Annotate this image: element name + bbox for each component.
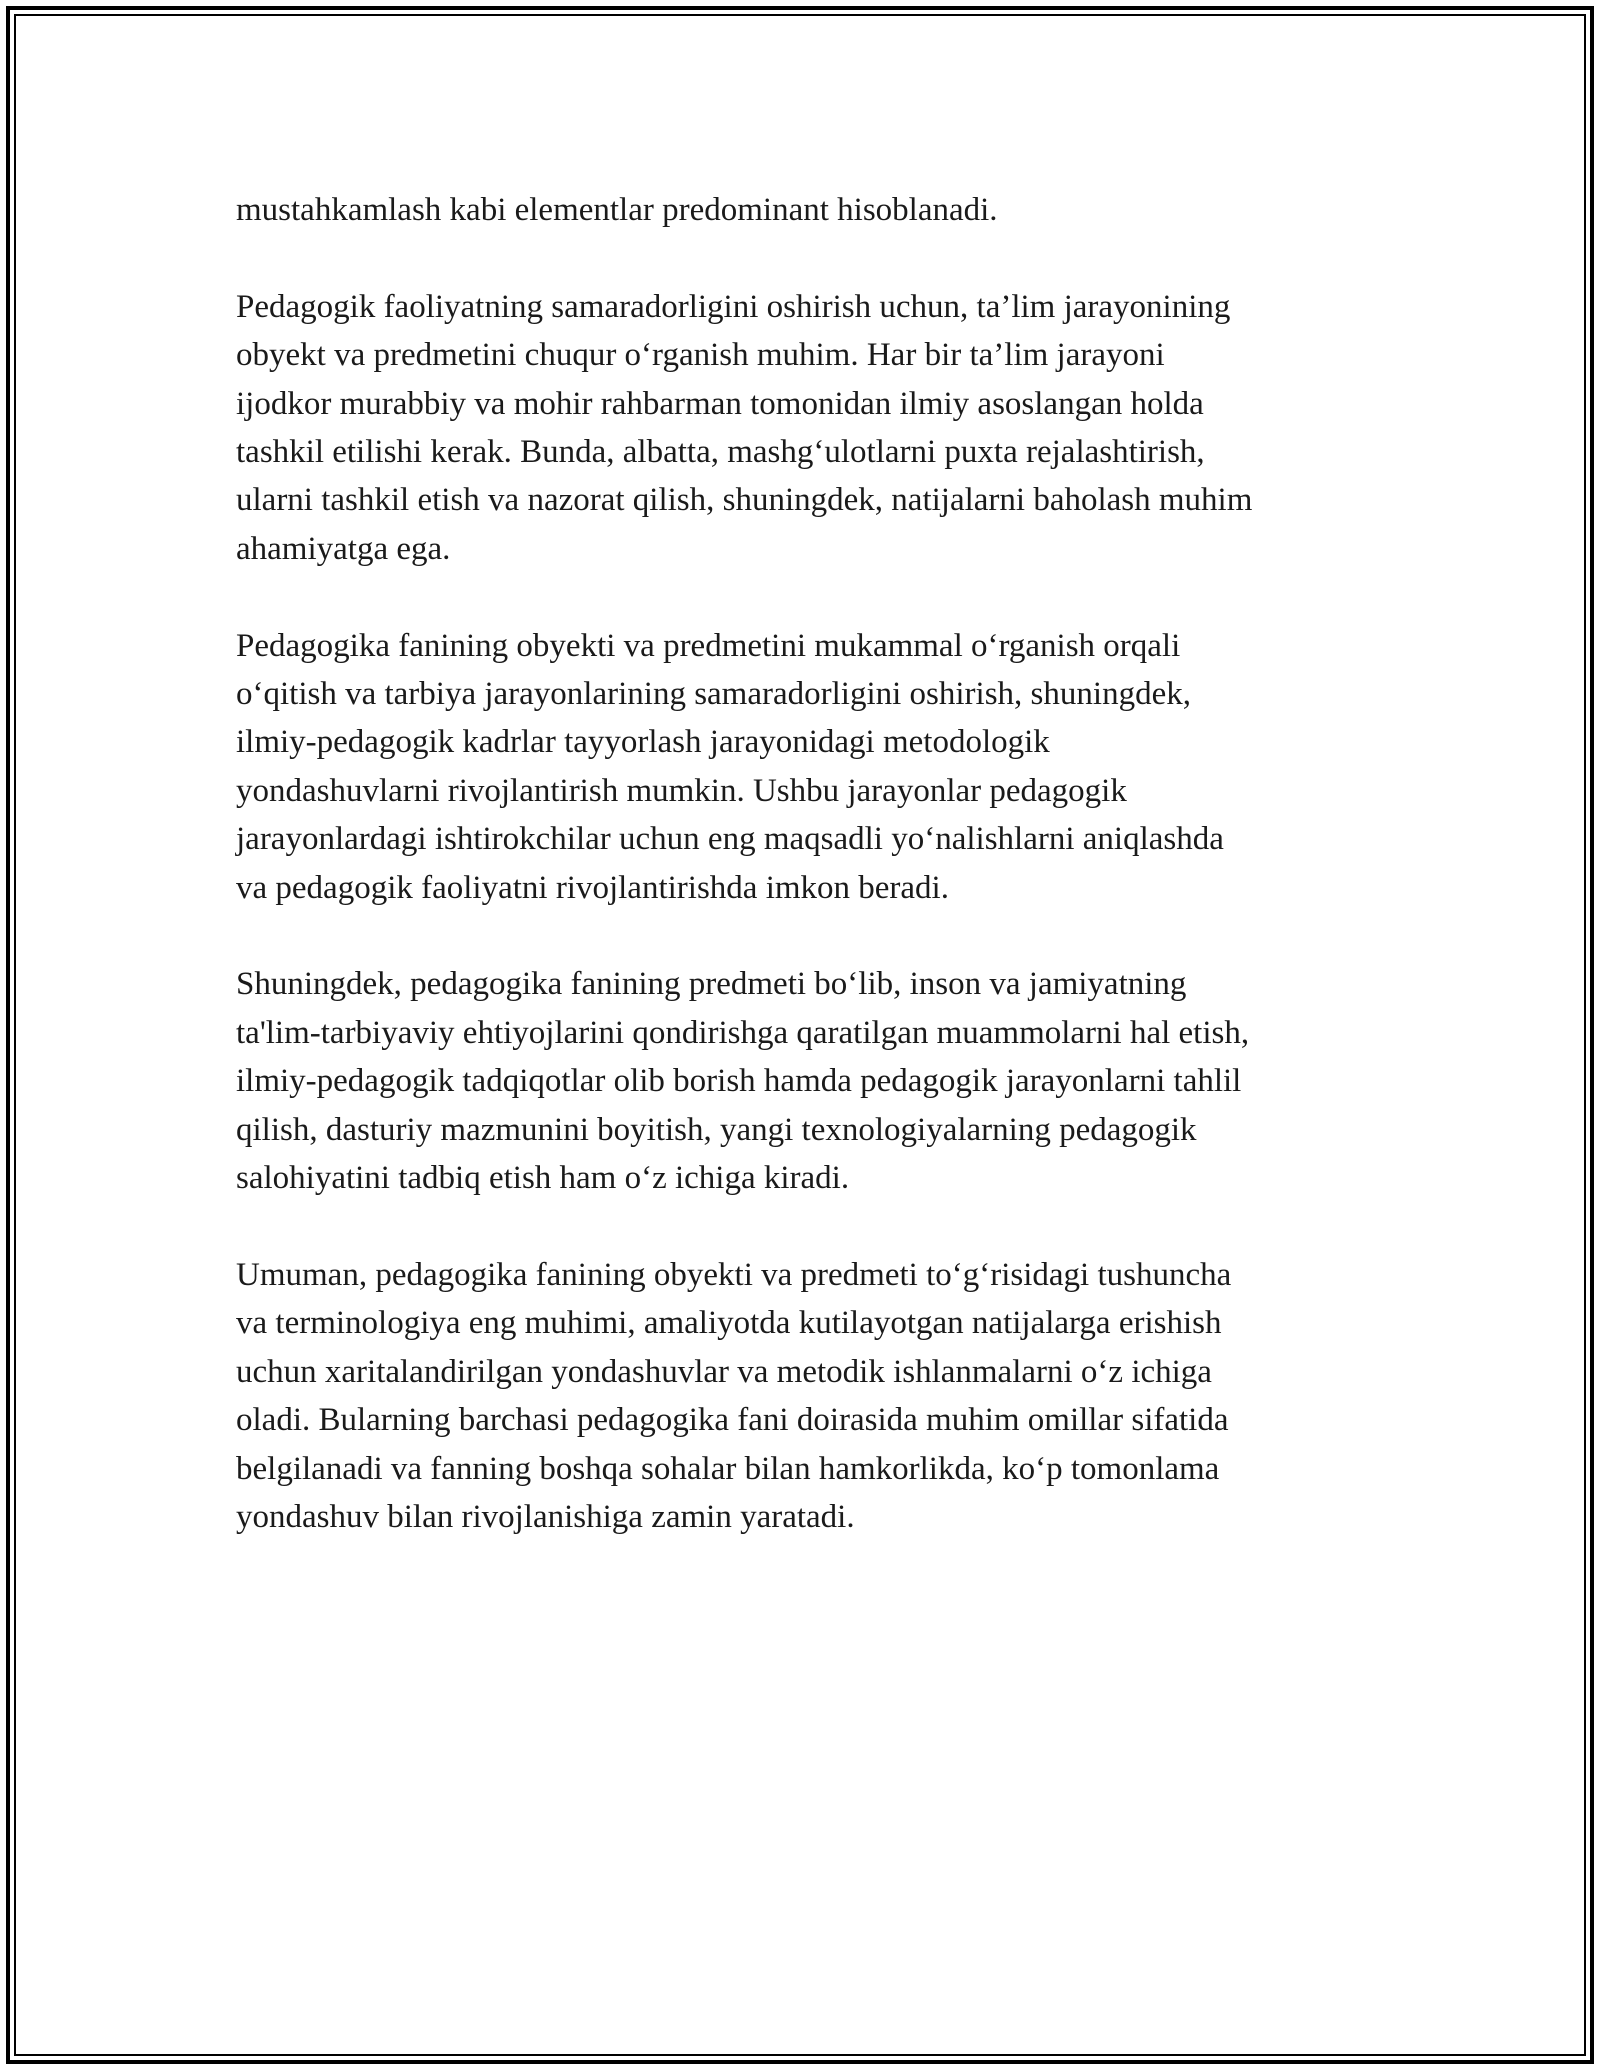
text-line: o‘qitish va tarbiya jarayonlarining samaradorligini oshirish, shuningdek, [236,676,1191,713]
text-line: ta'lim-tarbiyaviy ehtiyojlarini qondirishga qaratilgan muammolarni hal etish, [236,1014,1250,1051]
text-line: belgilanadi va fanning boshqa sohalar bilan hamkorlikda, ko‘p tomonlama [236,1450,1220,1487]
document-body [236,186,1376,1590]
text-line: Pedagogik faoliyatning samaradorligini oshirish uchun, ta’lim jarayonining [236,288,1231,325]
text-line: ijodkor murabbiy va mohir rahbarman tomonidan ilmiy asoslangan holda [236,385,1204,422]
text-line: yondashuvlarni rivojlantirish mumkin. Ushbu jarayonlar pedagogik [236,772,1127,809]
text-line: va terminologiya eng muhimi, amaliyotda kutilayotgan natijalarga erishish [236,1305,1222,1342]
text-line: ilmiy-pedagogik kadrlar tayyorlash jarayonidagi metodologik [236,724,1050,761]
text-line: Umuman, pedagogika fanining obyekti va predmeti to‘g‘risidagi tushuncha [236,1256,1232,1293]
text-line: salohiyatini tadbiq etish ham o‘z ichiga kiradi. [236,1160,850,1197]
text-line: oladi. Bularning barchasi pedagogika fani doirasida muhim omillar sifatida [236,1402,1229,1439]
paragraph-3 [236,622,1376,912]
text-line: obyekt va predmetini chuqur o‘rganish muhim. Har bir ta’lim jarayoni [236,337,1165,374]
text-line: Shuningdek, pedagogika fanining predmeti bo‘lib, inson va jamiyatning [236,966,1187,1003]
text-line: ahamiyatga ega. [236,530,451,567]
text-line: uchun xaritalandirilgan yondashuvlar va metodik ishlanmalarni o‘z ichiga [236,1353,1212,1390]
text-line: yondashuv bilan rivojlanishiga zamin yaratadi. [236,1498,855,1535]
text-line: qilish, dasturiy mazmunini boyitish, yangi texnologiyalarning pedagogik [236,1111,1197,1148]
text-line: tashkil etilishi kerak. Bunda, albatta, mashg‘ulotlarni puxta rejalashtirish, [236,434,1205,471]
text-line: ilmiy-pedagogik tadqiqotlar olib borish hamda pedagogik jarayonlarni tahlil [236,1063,1242,1100]
paragraph-1 [236,186,1376,234]
text-line: Pedagogika fanining obyekti va predmetini mukammal o‘rganish orqali [236,627,1181,664]
text-line: ularni tashkil etish va nazorat qilish, shuningdek, natijalarni baholash muhim [236,482,1253,519]
text-line: jarayonlardagi ishtirokchilar uchun eng maqsadli yo‘nalishlarni aniqlashda [236,821,1224,858]
paragraph-2 [236,283,1376,573]
text-line: va pedagogik faoliyatni rivojlantirishda imkon beradi. [236,869,949,906]
paragraph-5 [236,1251,1376,1541]
text-line: mustahkamlash kabi elementlar predominant hisoblanadi. [236,192,998,228]
paragraph-4 [236,960,1376,1202]
